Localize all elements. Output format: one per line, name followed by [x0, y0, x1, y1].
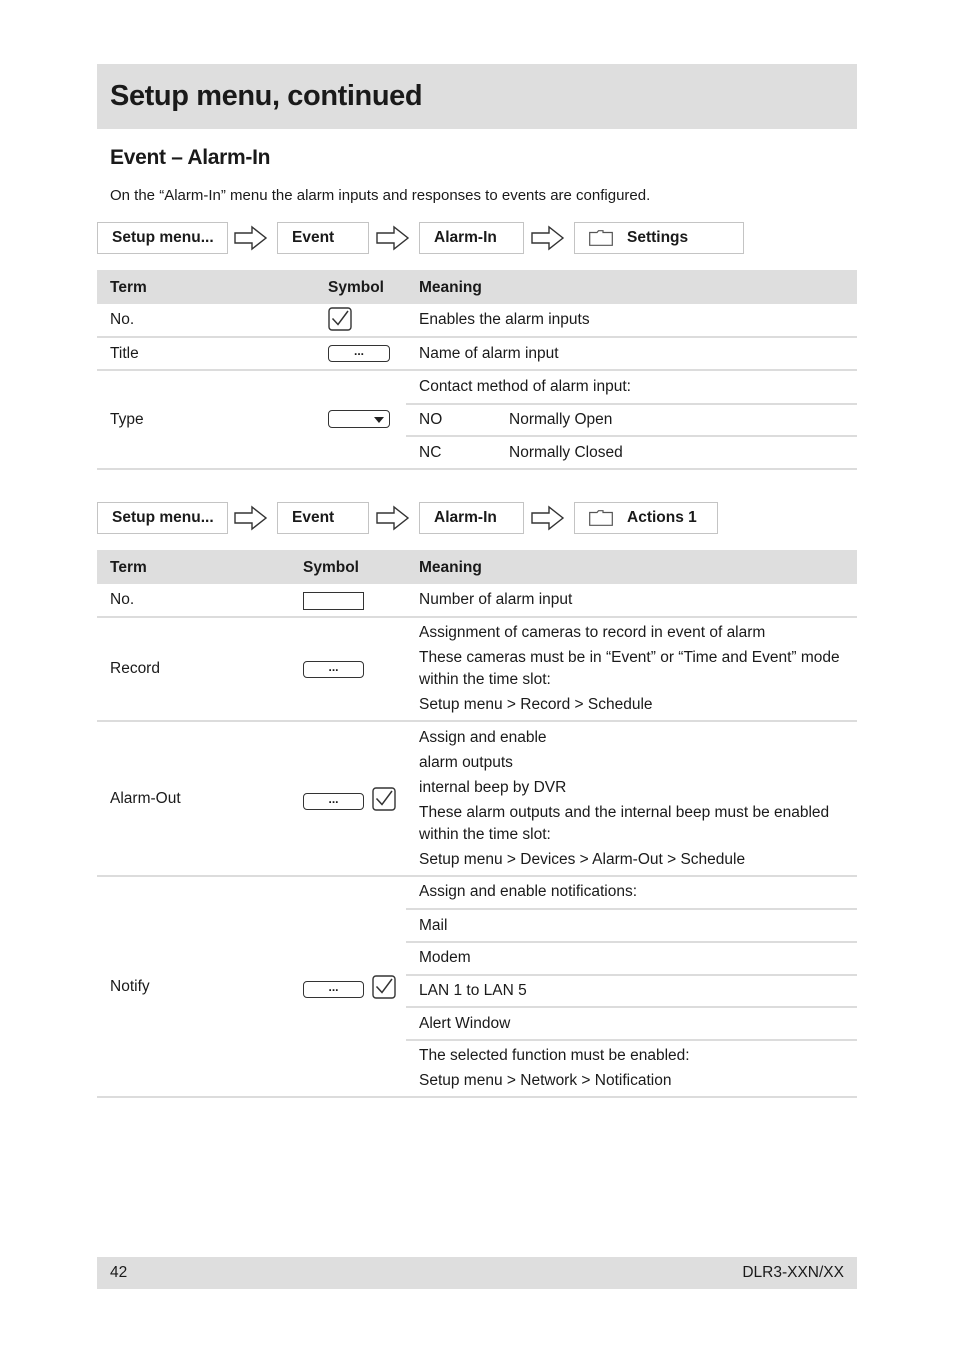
row-divider	[97, 720, 857, 722]
breadcrumb-settings-tab	[574, 222, 744, 254]
notify-item: Modem	[419, 949, 471, 966]
meaning-line: These cameras must be in “Event” or “Time and Event” mode	[419, 649, 840, 666]
header-meaning: Meaning	[419, 279, 482, 296]
dropdown-icon	[328, 410, 390, 428]
checkbox-checked-icon	[328, 307, 352, 331]
table-row-meaning: Name of alarm input	[419, 345, 559, 362]
dots-button-icon: ...	[303, 981, 364, 998]
meaning-line: Assign and enable	[419, 729, 547, 746]
breadcrumb-label: Settings	[627, 229, 689, 246]
checkbox-checked-icon	[372, 787, 396, 811]
table-row-term: No.	[110, 591, 135, 608]
header-meaning: Meaning	[419, 559, 482, 576]
row-divider	[406, 1039, 857, 1041]
actions-table	[97, 550, 857, 1100]
breadcrumb-setup-menu	[97, 502, 228, 534]
header-symbol: Symbol	[328, 279, 384, 296]
dots-button-icon: ...	[303, 793, 364, 810]
page-header	[97, 64, 857, 129]
arrow-right-icon	[531, 505, 565, 531]
breadcrumb-label: Alarm-In	[434, 229, 497, 246]
breadcrumb-actions-tab	[574, 502, 718, 534]
meaning-line: internal beep by DVR	[419, 779, 567, 796]
breadcrumb-label: Setup menu...	[112, 509, 214, 526]
arrow-right-icon	[376, 225, 410, 251]
meaning-line: within the time slot:	[419, 826, 551, 843]
meaning-line: alarm outputs	[419, 754, 513, 771]
table-row-meaning: Number of alarm input	[419, 591, 573, 608]
folder-icon	[589, 510, 613, 526]
notify-item: Mail	[419, 917, 448, 934]
table-row-meaning: Enables the alarm inputs	[419, 311, 590, 328]
breadcrumb-label: Event	[292, 509, 335, 526]
breadcrumb-event	[277, 502, 369, 534]
meaning-line: Assignment of cameras to record in event of alarm	[419, 624, 766, 641]
row-divider	[97, 369, 857, 371]
breadcrumb-alarm-in	[419, 222, 524, 254]
option-description: Normally Closed	[509, 444, 623, 461]
notify-item: Alert Window	[419, 1015, 511, 1032]
option-code: NO	[419, 411, 443, 428]
table-row-meaning: Contact method of alarm input:	[419, 378, 631, 395]
table-row-term: Title	[110, 345, 139, 362]
page-footer	[97, 1257, 857, 1289]
option-code: NC	[419, 444, 442, 461]
row-divider	[97, 468, 857, 470]
meaning-line: Setup menu > Devices > Alarm-Out > Schedule	[419, 851, 746, 868]
arrow-right-icon	[234, 505, 268, 531]
table-row-term: Notify	[110, 978, 150, 995]
row-divider	[406, 908, 857, 910]
breadcrumb-event	[277, 222, 369, 254]
table-row-term: Type	[110, 411, 144, 428]
row-divider	[97, 616, 857, 618]
meaning-line: Setup menu > Record > Schedule	[419, 696, 653, 713]
option-description: Normally Open	[509, 411, 613, 428]
table-row-term: Alarm-Out	[110, 790, 181, 807]
section-title: Event – Alarm-In	[110, 146, 271, 169]
breadcrumb-label: Event	[292, 229, 335, 246]
breadcrumb-label: Setup menu...	[112, 229, 214, 246]
row-divider	[406, 435, 857, 437]
row-divider	[406, 941, 857, 943]
row-divider	[97, 875, 857, 877]
number-field-icon	[303, 592, 364, 610]
settings-table	[97, 270, 857, 470]
row-divider	[97, 336, 857, 338]
page-number: 42	[110, 1264, 128, 1281]
table-row-term: No.	[110, 311, 135, 328]
breadcrumb-label: Alarm-In	[434, 509, 497, 526]
table-header	[97, 270, 857, 304]
row-divider	[406, 1006, 857, 1008]
dots-button-icon: ...	[328, 345, 390, 362]
notify-item: LAN 1 to LAN 5	[419, 982, 527, 999]
chevron-down-icon	[374, 417, 384, 423]
arrow-right-icon	[234, 225, 268, 251]
breadcrumb-setup-menu	[97, 222, 228, 254]
meaning-line: Assign and enable notifications:	[419, 883, 638, 900]
meaning-line: These alarm outputs and the internal beep must be enabled	[419, 804, 830, 821]
header-term: Term	[110, 559, 147, 576]
folder-icon	[589, 230, 613, 246]
model-number: DLR3-XXN/XX	[742, 1264, 844, 1281]
intro-text: On the “Alarm-In” menu the alarm inputs and responses to events are configured.	[110, 187, 651, 204]
meaning-line: Setup menu > Network > Notification	[419, 1072, 672, 1089]
table-header	[97, 550, 857, 584]
row-divider	[406, 403, 857, 405]
arrow-right-icon	[531, 225, 565, 251]
header-term: Term	[110, 279, 147, 296]
meaning-line: The selected function must be enabled:	[419, 1047, 690, 1064]
row-divider	[406, 974, 857, 976]
row-divider	[97, 1096, 857, 1098]
breadcrumb-label: Actions 1	[627, 509, 697, 526]
dots-button-icon: ...	[303, 661, 364, 678]
header-symbol: Symbol	[303, 559, 359, 576]
page-title: Setup menu, continued	[110, 80, 423, 112]
table-row-term: Record	[110, 660, 160, 677]
breadcrumb-alarm-in	[419, 502, 524, 534]
checkbox-checked-icon	[372, 975, 396, 999]
meaning-line: within the time slot:	[419, 671, 551, 688]
arrow-right-icon	[376, 505, 410, 531]
